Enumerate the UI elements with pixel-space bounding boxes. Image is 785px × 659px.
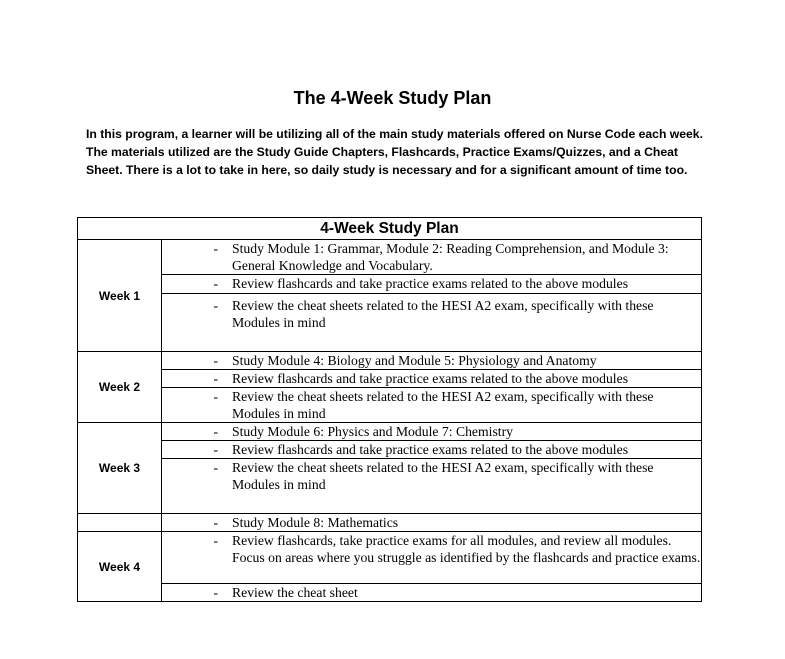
- table-row: [78, 388, 702, 423]
- task-cell: [162, 584, 702, 602]
- task-text: Review the cheat sheets related to the HESI A2 exam, specifically with these Modules in mind: [232, 460, 654, 492]
- task-text: Review flashcards and take practice exams related to the above modules: [232, 371, 629, 386]
- week-spacer-cell: [78, 514, 162, 532]
- intro-paragraph: In this program, a learner will be utilizing all of the main study materials offered on Nurse Code each week. The materials utilized are the Study Guide Chapters, Flashcards, Practice Exams/Quizzes, and a Cheat Sheet. There is a lot to take in here, so daily study is necessary and for a significant amount of time too.: [86, 127, 703, 178]
- dash-bullet: -: [213, 460, 218, 475]
- table-row: [78, 459, 702, 514]
- table-title-row: [78, 218, 702, 240]
- task-cell: [162, 532, 702, 584]
- table-row: [78, 294, 702, 352]
- task-cell: [162, 352, 702, 370]
- task-cell: [162, 459, 702, 514]
- task-text: Review flashcards and take practice exams related to the above modules: [232, 276, 629, 291]
- task-cell: [162, 294, 702, 352]
- task-text: Review the cheat sheets related to the HESI A2 exam, specifically with these Modules in mind: [232, 389, 654, 421]
- table-row: [78, 240, 702, 275]
- task-text: Review the cheat sheets related to the HESI A2 exam, specifically with these Modules in mind: [232, 298, 654, 330]
- dash-bullet: -: [213, 424, 218, 439]
- dash-bullet: -: [213, 276, 218, 291]
- dash-bullet: -: [213, 585, 218, 600]
- table-row: [78, 532, 702, 584]
- task-text: Review flashcards and take practice exams related to the above modules: [232, 442, 629, 457]
- task-cell: [162, 423, 702, 441]
- dash-bullet: -: [213, 442, 218, 457]
- task-text: Study Module 6: Physics and Module 7: Chemistry: [232, 424, 513, 439]
- dash-bullet: -: [213, 298, 218, 313]
- table-title: 4-Week Study Plan: [78, 218, 702, 240]
- task-text: Study Module 1: Grammar, Module 2: Reading Comprehension, and Module 3: General Knowledge and Vocabulary.: [232, 241, 669, 273]
- dash-bullet: -: [213, 533, 218, 548]
- dash-bullet: -: [213, 353, 218, 368]
- table-row: [78, 352, 702, 370]
- dash-bullet: -: [213, 241, 218, 256]
- table-row: [78, 441, 702, 459]
- dash-bullet: -: [213, 389, 218, 404]
- task-cell: [162, 441, 702, 459]
- document-title: The 4-Week Study Plan: [293, 88, 492, 108]
- table-row: [78, 584, 702, 602]
- week-label: Week 2: [78, 352, 162, 423]
- table-row: [78, 423, 702, 441]
- table-row: [78, 514, 702, 532]
- table-row: [78, 275, 702, 294]
- week-label: Week 3: [78, 423, 162, 514]
- week-label: Week 4: [78, 532, 162, 602]
- table-row: [78, 370, 702, 388]
- task-text: Review flashcards, take practice exams for all modules, and review all modules. Focus on areas where you struggle as identified by the flashcards and practice exams.: [232, 533, 701, 565]
- dash-bullet: -: [213, 515, 218, 530]
- study-plan-table: [77, 217, 702, 602]
- task-cell: [162, 240, 702, 275]
- task-cell: [162, 275, 702, 294]
- task-text: Study Module 4: Biology and Module 5: Physiology and Anatomy: [232, 353, 597, 368]
- task-text: Study Module 8: Mathematics: [232, 515, 399, 530]
- task-cell: [162, 370, 702, 388]
- week-label: Week 1: [78, 240, 162, 352]
- task-text: Review the cheat sheet: [232, 585, 358, 600]
- task-cell: [162, 514, 702, 532]
- dash-bullet: -: [213, 371, 218, 386]
- task-cell: [162, 388, 702, 423]
